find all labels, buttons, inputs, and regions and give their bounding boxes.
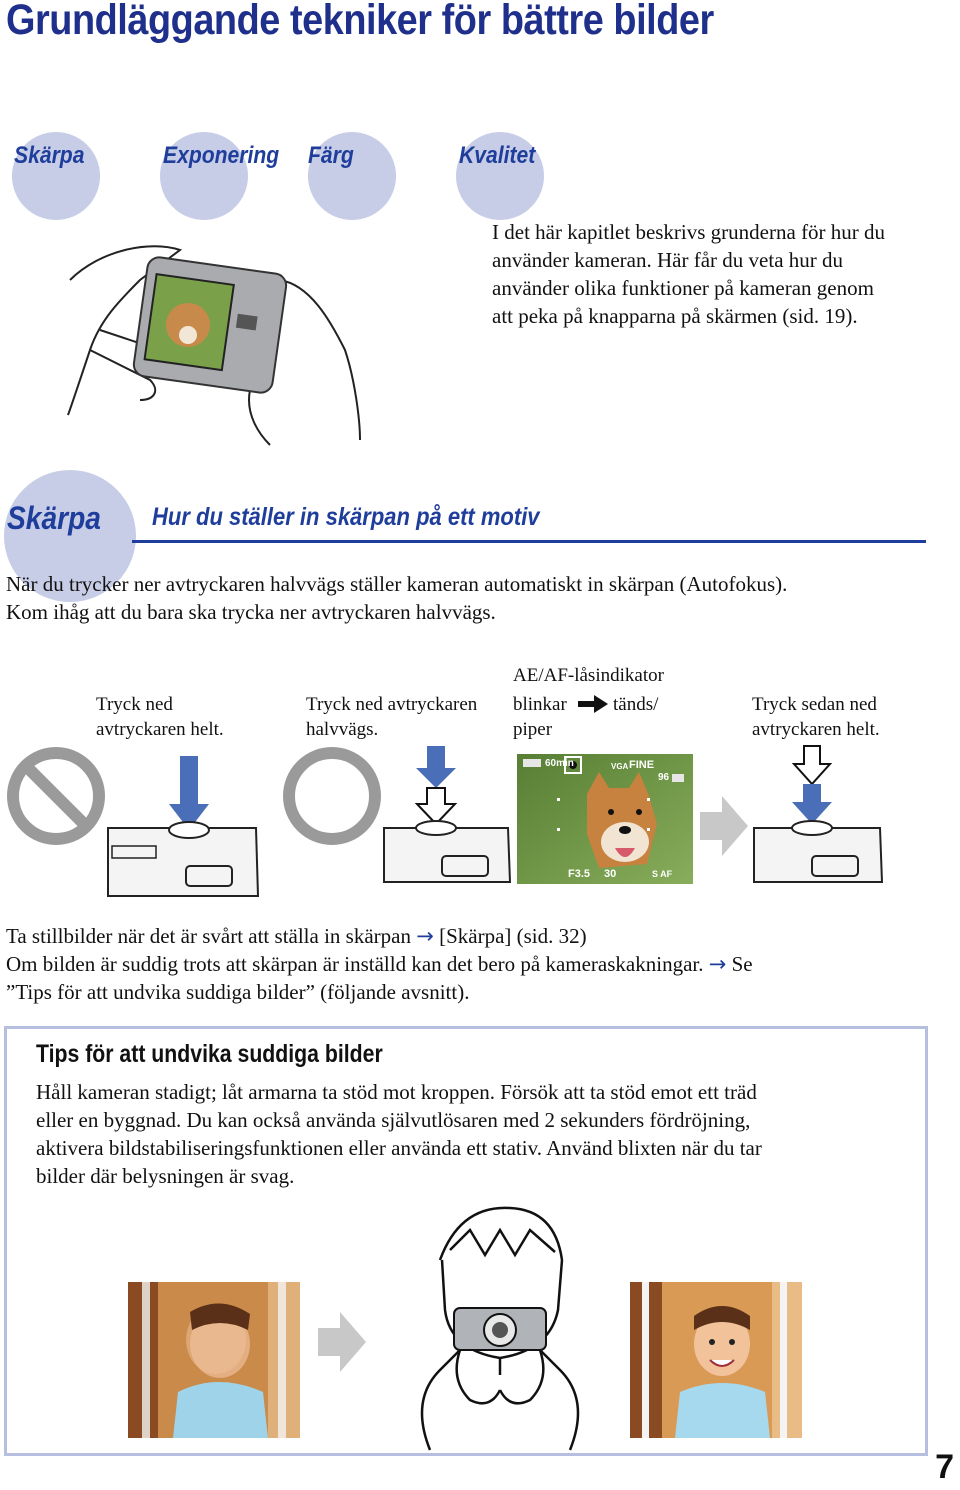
- intro-line: att peka på knapparna på skärmen (sid. 19).: [492, 304, 858, 328]
- note-line-2-ref: Se: [731, 952, 753, 976]
- topic-label-exponering: Exponering: [163, 142, 280, 169]
- note-line-3: ”Tips för att undvika suddiga bilder” (följande avsnitt).: [6, 980, 470, 1004]
- section-line: När du trycker ner avtryckaren halvvägs ställer kameran automatiskt in skärpan (Autofokus).: [6, 572, 788, 596]
- step2-line: Tryck ned avtryckaren: [306, 694, 478, 715]
- section-label: Skärpa: [7, 500, 101, 536]
- camera-top-half-press: [382, 746, 512, 886]
- prohibited-icon: [6, 746, 106, 846]
- tips-line: bilder där belysningen är svag.: [36, 1164, 295, 1188]
- intro-line: använder kameran. Här får du veta hur du: [492, 248, 844, 272]
- note-line-2: [6, 950, 753, 978]
- section-body: [6, 570, 787, 626]
- step4-line: Tryck sedan ned: [752, 694, 877, 715]
- step1-caption: [96, 692, 224, 742]
- lcd-battery-text: 60min: [545, 758, 574, 769]
- lcd-quality: FINE: [629, 759, 655, 771]
- section-subtitle: Hur du ställer in skärpan på ett motiv: [152, 503, 540, 531]
- section-rule: [132, 540, 926, 543]
- next-step-arrow-icon: [700, 796, 748, 856]
- lcd-shutter: 30: [604, 868, 617, 880]
- intro-line: I det här kapitlet beskrivs grunderna för hur du: [492, 220, 886, 244]
- note-line-2-text: Om bilden är suddig trots att skärpan är inställd kan det bero på kameraskakningar.: [6, 952, 704, 976]
- topic-label-kvalitet: Kvalitet: [459, 142, 536, 169]
- step4-line: avtryckaren helt.: [752, 719, 880, 740]
- reference-arrow-icon: →: [416, 924, 434, 948]
- camera-top-then-full-press: [752, 746, 884, 886]
- lcd-aperture: F3.5: [568, 868, 591, 880]
- step4-caption: [752, 692, 880, 742]
- blink-to-lit-arrow-icon: [578, 695, 608, 713]
- hands-holding-camera-illustration: [60, 240, 370, 450]
- tips-line: eller en byggnad. Du kan också använda självutlösaren med 2 sekunders fördröjning,: [36, 1108, 751, 1132]
- page-title: Grundläggande tekniker för bättre bilder: [6, 0, 714, 44]
- tips-title: Tips för att undvika suddiga bilder: [36, 1040, 383, 1068]
- tips-line: Håll kameran stadigt; låt armarna ta stöd mot kroppen. Försök att ta stöd emot ett träd: [36, 1080, 757, 1104]
- indicator-blink: blinkar: [513, 694, 567, 715]
- topic-label-farg: Färg: [308, 142, 354, 169]
- notes: [6, 922, 753, 1006]
- step2-line: halvvägs.: [306, 719, 379, 740]
- sharp-photo: [630, 1282, 802, 1438]
- indicator-title: AE/AF-låsindikator: [513, 665, 664, 686]
- tips-line: aktivera bildstabiliseringsfunktionen eller använda ett stativ. Använd blixten när du tar: [36, 1136, 762, 1160]
- section-line: Kom ihåg att du bara ska trycka ner avtryckaren halvvägs.: [6, 600, 496, 624]
- person-holding-camera-illustration: [390, 1200, 610, 1450]
- to-sharp-arrow-icon: [318, 1312, 366, 1372]
- page-number: 7: [935, 1448, 954, 1486]
- topic-label-skarpa: Skärpa: [14, 142, 85, 169]
- correct-circle-icon: [282, 746, 382, 846]
- reference-arrow-icon: →: [708, 952, 727, 976]
- blurry-photo: [128, 1282, 300, 1438]
- lcd-shots: 96: [658, 772, 670, 783]
- indicator-beep: piper: [513, 719, 553, 740]
- step1-line: avtryckaren helt.: [96, 719, 224, 740]
- step2-caption: [306, 692, 477, 742]
- indicator-lit: tänds/: [613, 694, 659, 715]
- lcd-focus-mode: S AF: [652, 869, 673, 879]
- tips-body: [36, 1078, 762, 1190]
- step1-line: Tryck ned: [96, 694, 173, 715]
- note-line-1-ref: [Skärpa] (sid. 32): [439, 924, 587, 948]
- note-line-1-text: Ta stillbilder när det är svårt att ställa in skärpan: [6, 924, 411, 948]
- intro-text: [492, 218, 885, 330]
- lcd-image-size: VGA: [611, 762, 629, 771]
- note-line-1: [6, 922, 753, 950]
- camera-top-full-press: [106, 756, 266, 896]
- intro-line: använder olika funktioner på kameran genom: [492, 276, 874, 300]
